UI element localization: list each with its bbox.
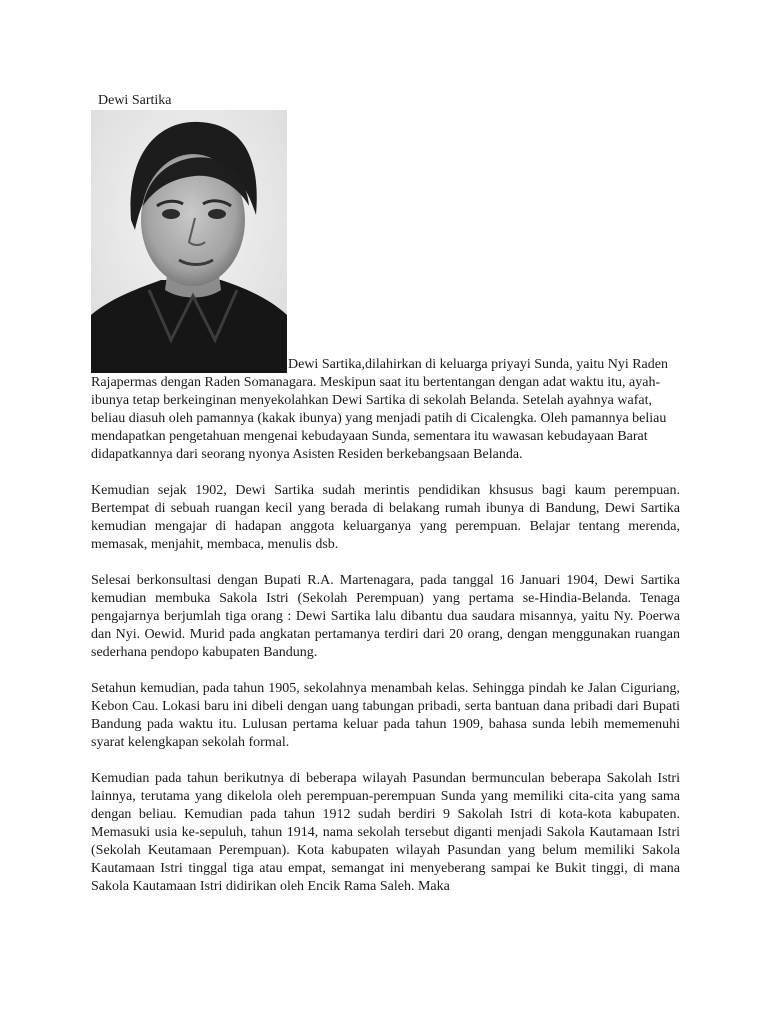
paragraph: Setahun kemudian, pada tahun 1905, sekolahnya menambah kelas. Sehingga pindah ke Jalan Ciguriang, Kebon Cau. Lokasi baru ini dibeli dengan uang tabungan pribadi, serta bantuan dana pribadi dari Bupati Bandung pada waktu itu. Lulusan pertama keluar pada tahun 1909, bahasa sunda lebih mememenuhi syarat kelengkapan sekolah formal.: [91, 681, 680, 750]
portrait-photo: [91, 110, 287, 373]
portrait-photo-icon: [91, 110, 287, 373]
paragraph: Kemudian pada tahun berikutnya di beberapa wilayah Pasundan bermunculan beberapa Sakolah Istri lainnya, terutama yang dikelola oleh perempuan-perempuan Sunda yang memiliki cita-cita yang sama dengan beliau. Kemudian pada tahun 1912 sudah berdiri 9 Sakolah Istri di kota-kota kabupaten. Memasuki usia ke-sepuluh, tahun 1914, nama sekolah tersebut diganti menjadi Sakola Kautamaan Istri (Sekolah Keutamaan Perempuan). Kota kabupaten wilayah Pasundan yang belum memiliki Sakola Kautamaan Istri tinggal tiga atau empat, semangat ini menyeberang sampai ke Bukit tinggi, di mana Sakola Kautamaan Istri didirikan oleh Encik Rama Saleh. Maka: [91, 771, 680, 894]
document-title: Dewi Sartika: [98, 93, 172, 108]
paragraph: Dewi Sartika,dilahirkan di keluarga priyayi Sunda, yaitu Nyi Raden Rajapermas dengan Raden Somanagara. Meskipun saat itu bertentangan dengan adat waktu itu, ayah-ibunya tetap berkeinginan menyekolahkan Dewi Sartika di sekolah Belanda. Setelah ayahnya wafat, beliau diasuh oleh pamannya (kakak ibunya) yang menjadi patih di Cicalengka. Oleh pamannya beliau mendapatkan pengetahuan mengenai kebudayaan Sunda, sementara itu wawasan kebudayaan Barat didapatkannya dari seorang nyonya Asisten Residen berkebangsaan Belanda.: [91, 357, 668, 462]
paragraph: Kemudian sejak 1902, Dewi Sartika sudah merintis pendidikan khsusus bagi kaum perempuan. Bertempat di sebuah ruangan kecil yang berada di belakang rumah ibunya di Bandung, Dewi Sartika kemudian mengajar di hadapan anggota keluarganya yang perempuan. Belajar tentang merenda, memasak, menjahit, membaca, menulis dsb.: [91, 483, 680, 552]
paragraph: Selesai berkonsultasi dengan Bupati R.A. Martenagara, pada tanggal 16 Januari 1904, Dewi Sartika kemudian membuka Sakola Istri (Sekolah Perempuan) yang pertama se-Hindia-Belanda. Tenaga pengajarnya berjumlah tiga orang : Dewi Sartika lalu dibantu dua saudara misannya, yaitu Ny. Poerwa dan Nyi. Oewid. Murid pada angkatan pertamanya terdiri dari 20 orang, dengan menggunakan ruangan sederhana pendopo kabupaten Bandung.: [91, 573, 680, 660]
article-body: [91, 356, 680, 914]
